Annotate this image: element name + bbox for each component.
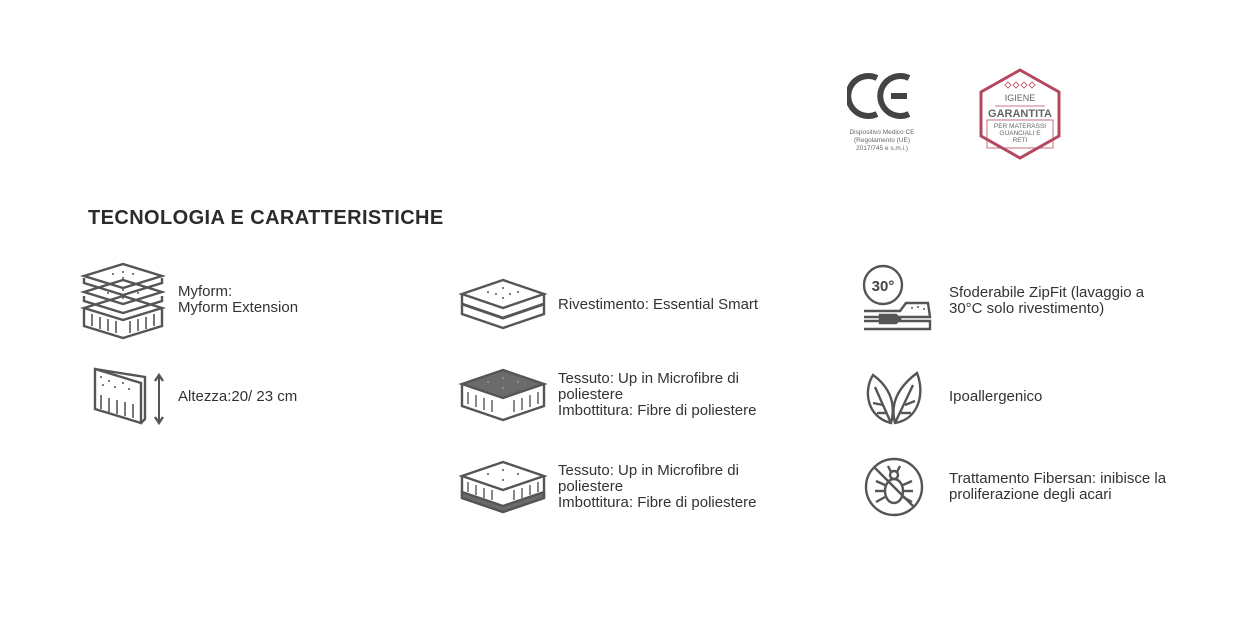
feature-sfoderabile (851, 266, 1144, 336)
feature-label: Tessuto: Up in Microfibre di poliestere Imbottitura: Fibre di poliestere (558, 370, 757, 419)
mattress-fabric-dark-top-icon (460, 360, 546, 430)
feature-label: Trattamento Fibersan: inibisce la proliferazione degli acari (949, 470, 1167, 503)
section-title: TECNOLOGIA E CARATTERISTICHE (88, 207, 444, 229)
feature-ipoallergenico (851, 362, 1042, 432)
feature-rivestimento (460, 270, 758, 340)
svg-text:GUANCIALI E: GUANCIALI E (999, 130, 1041, 137)
igiene-top-text: IGIENE (1004, 93, 1036, 103)
mattress-cover-icon (460, 270, 546, 340)
leaves-icon (851, 362, 937, 432)
igiene-main-text: GARANTITA (988, 108, 1052, 120)
ce-mark (832, 70, 932, 153)
feature-fibersan (851, 452, 1166, 522)
feature-label: Myform: Myform Extension (178, 283, 299, 316)
feature-myform (80, 265, 298, 335)
feature-altezza (80, 362, 297, 432)
no-mites-icon (851, 452, 937, 522)
feature-label: Altezza:20/ 23 cm (178, 388, 298, 405)
mattress-height-icon (80, 362, 166, 432)
feature-label: Ipoallergenico (949, 388, 1043, 405)
zip-wash-30-icon (851, 266, 937, 336)
mattress-layers-icon (80, 265, 166, 335)
svg-text:PER MATERASSI: PER MATERASSI (993, 123, 1047, 130)
wash-temp-text: 30° (871, 278, 895, 295)
svg-text:RETI: RETI (1012, 137, 1028, 144)
feature-label: Sfoderabile ZipFit (lavaggio a 30°C solo rivestimento) (949, 284, 1145, 317)
feature-label: Rivestimento: Essential Smart (558, 296, 759, 313)
mattress-fabric-light-top-icon (460, 452, 546, 522)
ce-logo-icon (847, 70, 917, 122)
ce-caption: Dispositivo Medico CE (Regolamento (UE) 2017/745 e s.m.i.) (849, 129, 915, 152)
igiene-garantita-badge (975, 68, 1065, 160)
feature-tessuto-1 (460, 360, 756, 430)
feature-tessuto-2 (460, 452, 756, 522)
feature-label: Tessuto: Up in Microfibre di poliestere Imbottitura: Fibre di poliestere (558, 462, 757, 511)
